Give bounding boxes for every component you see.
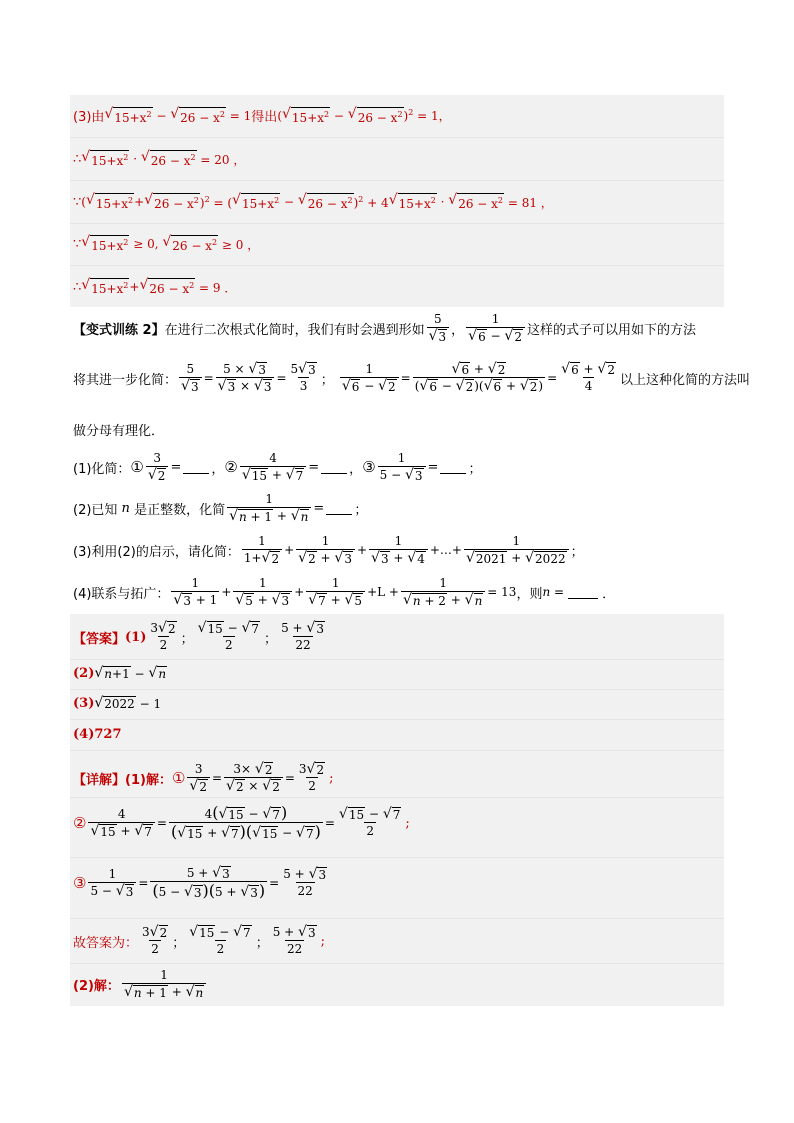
answer-blank[interactable] [183,461,209,474]
question-label: (2)已知 [73,502,118,518]
text: 这样的式子可以用如下的方法 [526,322,696,338]
fraction: 5 + √ 3 22 [281,620,324,652]
fraction: 1 5 − √ 3 [378,451,426,483]
fraction: √ 15 − √ 7 2 [338,806,401,838]
text: 得出 [251,110,278,125]
fraction: 1 √ n + 1 + √ n [227,492,311,524]
question-label: (1)化简： [73,461,131,477]
text: 将其进一步化简： [73,372,178,388]
detail-line-5 [73,968,724,1000]
therefore-symbol: ∴ [73,151,82,167]
text: 以上这种化简的方法叫 [619,372,750,388]
question-3: (3)利用(2)的启示，请化简： 1 1+ √ 2 + 1 √ 2 + √ 3 + 1 √ 3 + √ 4 +…+ 1 √ 2021 + √ 2022 ； [73,534,584,566]
therefore-symbol: ∴ [73,279,82,295]
formula: √ $15+x^2$ [282,105,330,125]
text: ，则 [516,586,543,602]
fraction: √ 15 − √ 7 2 [189,924,251,956]
divider [70,797,724,798]
fraction: 1 √ 6 − √ 2 [466,312,525,344]
fraction: √ 6 + √ 2 ( √ 6 − √ 2 )( √ 6 + √ 2 ) [414,361,544,394]
formula: √ $15+x^2$ [104,105,152,125]
fraction: 5 √ 3 3 [290,361,316,393]
divider [70,223,724,224]
fraction: 5 + √ 3 22 [272,924,316,956]
variant-tag: 【变式训练 2】 [73,322,165,338]
formula: √ n [148,665,167,681]
fraction: 4( √ 15 − √ 7 ) ( √ 15 + √ 7 )( √ 15 − √ 7 ) [170,803,321,841]
answer-label: (4)727 [73,727,122,742]
formula: √ $15+x^2$ [81,149,129,168]
final-answer-label: 故答案为： [73,935,139,951]
fraction: 5 √ 3 [179,362,202,394]
answer-line-4 [73,727,724,742]
question-2: (2)已知 n 是正整数，化简 1 √ n + 1 + √ n = ； [73,492,368,524]
formula: √ $26 - x^2$ [347,105,403,125]
answer-label: (2) [73,666,95,681]
formula: √ $15+x^2$ [81,234,129,253]
because-symbol: ∵ [73,194,82,210]
fraction: 1 √ 5 + √ 3 [233,576,292,608]
divider [70,719,724,720]
fraction: 5 + √ 3 (5 − √ 3 )(5 + √ 3 ) [152,865,266,900]
formula: √ $15+x^2$ [232,192,280,211]
fraction: 1 √ 3 + 1 [173,576,218,608]
answer-blank[interactable] [440,461,466,474]
fraction: 4 √ 15 + √ 7 [88,807,154,839]
detail-line-1: 【详解】 (1)解： ① 3 √ 2 = 3× √ 2 √ 2 × √ 2 = 3 √ 2 2 ; [73,761,334,794]
detail-line-2: ② 4 √ 15 + √ 7 = 4( √ 15 − √ 7 ) ( √ 15 + √ 7 )( √ 15 − √ 7 ) = √ 15 − √ 7 2 ; [73,803,410,841]
question-1: (1)化简： ① 3 √ 2 = ， ② 4 √ 15 + √ 7 = ， ③ 1 5 − √ 3 = ； [73,451,482,483]
answer-tag: 【答案】 [73,631,126,647]
variant-intro-line-3 [73,420,724,439]
answer-blank[interactable] [326,502,352,515]
solution-line-2: ∴ √ $15+x^2$ · √ $26 - x^2$ = 20 ， [73,149,246,168]
fraction: 4 √ 15 + √ 7 [240,451,306,483]
divider [70,750,724,751]
question-4: (4)联系与拓广： 1 √ 3 + 1 + 1 √ 5 + √ 3 + 1 √ 7 + √ 5 +L + 1 √ n + 2 + √ n = 13 ，则 n = ． [73,576,616,608]
solution-line-5: ∴ √ $15+x^2$ + √ $26 - x^2$ = 9 ． [73,277,237,296]
fraction: 3 √ 2 [187,762,210,794]
question-label: (4)联系与拓广： [73,586,170,602]
variant-intro-line-1: 【变式训练 2】 在进行二次根式化简时，我们有时会遇到形如 5 √ 3 ， 1 √ 6 − √ 2 这样的式子可以用如下的方法 [73,312,696,344]
step-label: (3)由 [73,110,105,125]
formula: √ $26 - x^2$ [144,192,199,211]
answer-blank[interactable] [568,586,598,599]
fraction: 1 √ n + 1 + √ n [122,968,206,1000]
fraction: 5 × √ 3 √ 3 × √ 3 [216,362,275,394]
formula: √ $26 - x^2$ [139,277,195,296]
fraction: 1 5 − √ 3 [88,867,136,899]
fraction: √ 6 + √ 2 4 [561,361,615,393]
detail-tag: 【详解】 [73,772,126,788]
formula: √ $26 - x^2$ [140,149,196,168]
divider [70,180,724,181]
fraction: 3 √ 2 2 [298,761,325,793]
formula: √ n+1 [94,665,130,681]
fraction: 1 1+ √ 2 [242,534,282,566]
fraction: 3× √ 2 √ 2 × √ 2 [224,762,283,794]
question-label: (3)利用(2)的启示，请化简： [73,544,240,560]
formula: √ $15+x^2$ [81,277,129,296]
fraction: 1 √ 3 + √ 4 [369,534,428,566]
fraction: 1 √ n + 2 + √ n [401,576,485,608]
detail-label: (2)解： [73,978,120,994]
solution-line-3: ∵ ( √ $15+x^2$ + √ $26 - x^2$ )$^2$ = ( √ $15+x^2$ − √ $26 - x^2$ )$^2$ + 4 √ $15+x^2$ · √ $26 - x^2$ = 81 ， [73,192,553,211]
formula: √ $26 - x^2$ [162,234,218,253]
divider [70,857,724,858]
fraction: 1 √ 2021 + √ 2022 [464,534,569,566]
answer-line-1: 【答案】 (1) 3 √ 2 2 ； √ 15 − √ 7 2 ； 5 + √ 3 22 [73,621,724,653]
fraction: 1 √ 7 + √ 5 [306,576,365,608]
formula: √ $26 - x^2$ [297,192,353,211]
fraction: 3 √ 2 2 [142,924,168,956]
fraction: 5 √ 3 [427,312,450,344]
answer-blank[interactable] [321,461,347,474]
fraction: 3 √ 2 [146,451,169,483]
divider [70,918,724,919]
fraction: 1 √ 6 − √ 2 [340,362,399,394]
formula: √ $15+x^2$ [388,192,436,211]
formula: √ 2022 [94,695,135,711]
formula: √ $26 - x^2$ [448,192,504,211]
solution-line-1: (3)由 √ $15+x^2$ − √ $26 - x^2$ = 1 得出 ( √ $15+x^2$ − √ $26 - x^2$ )$^2$ = 1， [73,105,451,125]
variant-intro-line-2: 将其进一步化简： 5 √ 3 = 5 × √ 3 √ 3 × √ 3 = 5 √ 3 3 ； 1 √ 6 − √ 2 = √ 6 + √ 2 ( √ 6 − √ 2 )( √ 6 + √ 2 ) = √ 6 + √ 2 4 以上这种化简的方法叫 [73,361,750,394]
answer-label: (3) [73,696,95,711]
divider [70,659,724,660]
detail-label: (1)解： [125,772,172,788]
formula: √ $26 - x^2$ [170,105,225,125]
text: 是正整数，化简 [134,502,226,518]
divider [70,963,724,964]
divider [70,689,724,690]
because-symbol: ∵ [73,236,82,252]
detail-line-4: 故答案为： 3 √ 2 2 ； √ 15 − √ 7 2 ； 5 + √ 3 22 ; [73,924,325,956]
fraction: 5 + √ 3 22 [283,866,327,898]
text: 做分母有理化． [73,424,165,439]
fraction: √ 15 − √ 7 2 [197,620,260,652]
fraction: 3 √ 2 2 [150,620,176,652]
fraction: 1 √ 2 + √ 3 [296,534,355,566]
answer-label: (1) [125,629,147,645]
solution-line-4: ∵ √ $15+x^2$ ≥ 0, √ $26 - x^2$ ≥ 0 ， [73,234,260,253]
divider [70,137,724,138]
formula: √ $15+x^2$ [85,192,134,211]
text: 在进行二次根式化简时，我们有时会遇到形如 [164,322,425,338]
answer-line-3: (3) √ 2022 − 1 [73,695,162,711]
detail-line-3: ③ 1 5 − √ 3 = 5 + √ 3 (5 − √ 3 )(5 + √ 3 ) = 5 + √ 3 22 [73,866,724,900]
divider [70,265,724,266]
answer-line-2: (2) √ n+1 − √ n [73,665,167,681]
